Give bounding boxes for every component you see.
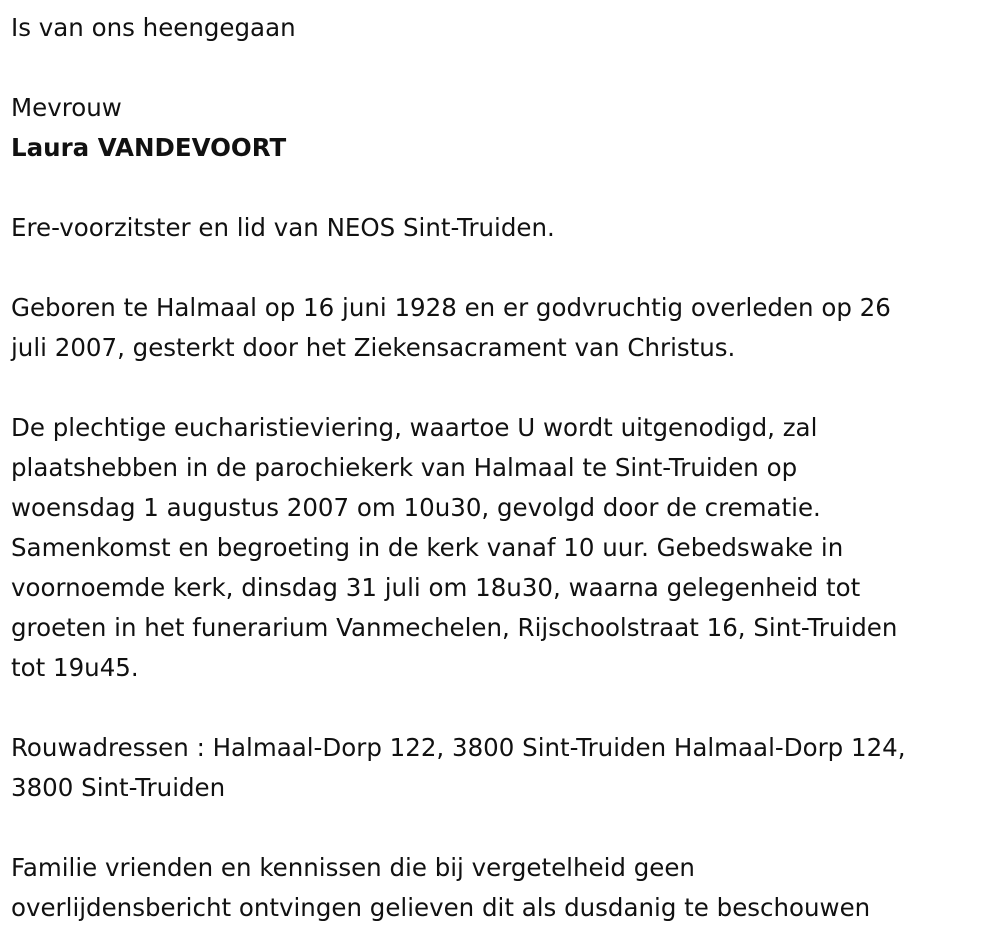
paragraph-line: Geboren te Halmaal op 16 juni 1928 en er godvruchtig overleden op 26: [11, 293, 891, 322]
address-paragraph: [11, 728, 990, 808]
paragraph-line: overlijdensbericht ontvingen gelieven dit als dusdanig te beschouwen: [11, 893, 871, 922]
spacer: [11, 368, 990, 408]
intro-line: Is van ons heengegaan: [11, 13, 296, 42]
paragraph-line: Samenkomst en begroeting in de kerk vanaf 10 uur. Gebedswake in: [11, 533, 844, 562]
paragraph-line: 3800 Sint-Truiden: [11, 773, 226, 802]
role-line: Ere-voorzitster en lid van NEOS Sint-Truiden.: [11, 213, 555, 242]
deceased-name: Laura VANDEVOORT: [11, 133, 287, 162]
spacer: [11, 48, 990, 88]
paragraph-line: juli 2007, gesterkt door het Ziekensacrament van Christus.: [11, 333, 736, 362]
paragraph-line: De plechtige eucharistieviering, waartoe U wordt uitgenodigd, zal: [11, 413, 818, 442]
salutation: Mevrouw: [11, 93, 122, 122]
spacer: [11, 688, 990, 728]
paragraph-line: Familie vrienden en kennissen die bij vergetelheid geen: [11, 853, 695, 882]
paragraph-line: tot 19u45.: [11, 653, 139, 682]
spacer: [11, 168, 990, 208]
closing-paragraph: [11, 848, 990, 928]
spacer: [11, 808, 990, 848]
birth-death-paragraph: [11, 288, 990, 368]
ceremony-paragraph: [11, 408, 990, 688]
spacer: [11, 248, 990, 288]
paragraph-line: Rouwadressen : Halmaal-Dorp 122, 3800 Sint-Truiden Halmaal-Dorp 124,: [11, 733, 906, 762]
paragraph-line: woensdag 1 augustus 2007 om 10u30, gevolgd door de crematie.: [11, 493, 821, 522]
paragraph-line: groeten in het funerarium Vanmechelen, Rijschoolstraat 16, Sint-Truiden: [11, 613, 898, 642]
paragraph-line: voornoemde kerk, dinsdag 31 juli om 18u30, waarna gelegenheid tot: [11, 573, 861, 602]
paragraph-line: plaatshebben in de parochiekerk van Halmaal te Sint-Truiden op: [11, 453, 798, 482]
